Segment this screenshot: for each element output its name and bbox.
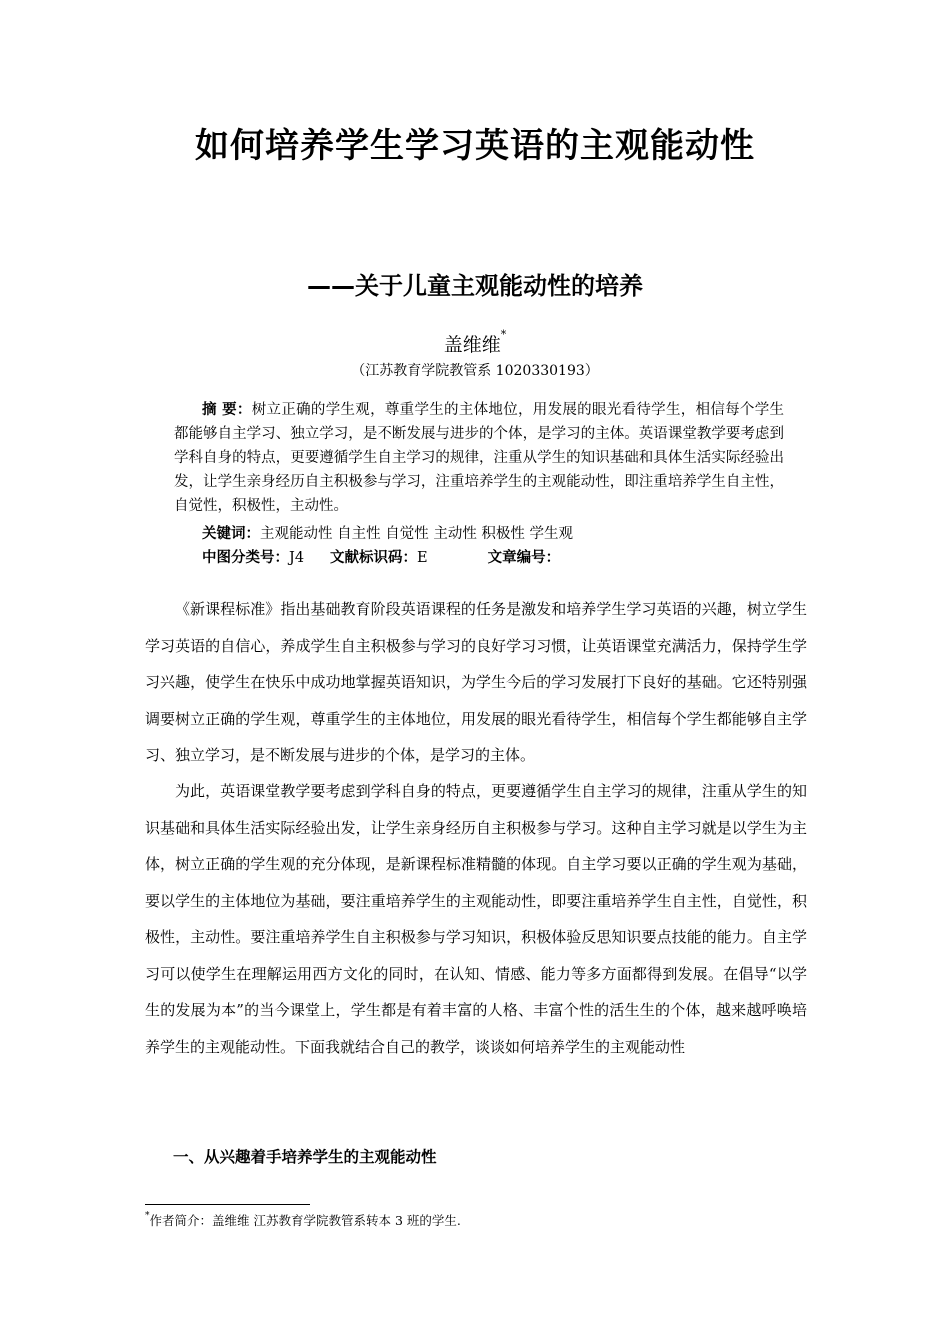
keywords-label: 关键词： (202, 526, 260, 542)
doc-code-value: E (417, 550, 428, 566)
footnote-text: 作者简介：盖维维 江苏教育学院教管系转本 3 班的学生. (149, 1213, 461, 1228)
paper-subtitle: ——关于儿童主观能动性的培养 (307, 272, 643, 300)
author-footnote-mark: * (500, 328, 507, 341)
footnote (145, 1211, 461, 1229)
article-number-label: 文章编号： (487, 550, 561, 566)
author-line (0, 330, 950, 357)
footnote-separator (145, 1204, 310, 1205)
keywords-text: 主观能动性 自主性 自觉性 主动性 积极性 学生观 (260, 526, 574, 542)
body-paragraph-2: 为此，英语课堂教学要考虑到学科自身的特点，更要遵循学生自主学习的规律，注重从学生的知识基础和具体生活实际经验出发，让学生亲身经历自主积极参与学习。这种自主学习就是以学生为主体，树立正确的学生观的充分体现，是新课程标准精髓的体现。自主学习要以正确的学生观为基础，要以学生的主体地位为基础，要注重培养学生的主观能动性，即要注重培养学生自主性，自觉性，积极性，主动性。要注重培养学生自主积极参与学习知识，积极体验反思知识要点技能的能力。自主学习可以使学生在理解运用西方文化的同时，在认知、情感、能力等多方面都得到发展。在倡导“以学生的发展为本”的当今课堂上，学生都是有着丰富的人格、丰富个性的活生生的个体，越来越呼唤培养学生的主观能动性。下面我就结合自己的教学，谈谈如何培养学生的主观能动性 (145, 782, 807, 1056)
clc-value: J4 (289, 550, 305, 566)
doc-code-label: 文献标识码： (330, 550, 418, 566)
author-affiliation: （江苏教育学院教管系 1020330193） (351, 363, 599, 379)
footnote-mark: * (145, 1211, 150, 1221)
abstract-text: 树立正确的学生观，尊重学生的主体地位，用发展的眼光看待学生，相信每个学生都能够自主学习、独立学习，是不断发展与进步的个体，是学习的主体。英语课堂教学要考虑到学科自身的特点，更要遵循学生自主学习的规律，注重从学生的知识基础和具体生活实际经验出发，让学生亲身经历自主积极参与学习，注重培养学生的主观能动性，即注重培养学生自主性，自觉性，积极性，主动性。 (174, 402, 784, 514)
clc-label: 中图分类号： (202, 550, 289, 566)
abstract-label: 摘 要： (202, 402, 252, 418)
keywords-line (202, 522, 573, 543)
section-heading-1: 一、从兴趣着手培养学生的主观能动性 (173, 1148, 437, 1166)
author-name: 盖维维 (443, 334, 501, 356)
body-paragraph-1: 《新课程标准》指出基础教育阶段英语课程的任务是激发和培养学生学习英语的兴趣，树立学生学习英语的自信心，养成学生自主积极参与学习的良好学习习惯，让英语课堂充满活力，保持学生学习兴趣，使学生在快乐中成功地掌握英语知识，为学生今后的学习发展打下良好的基础。它还特别强调要树立正确的学生观，尊重学生的主体地位，用发展的眼光看待学生，相信每个学生都能够自主学习、独立学习，是不断发展与进步的个体，是学习的主体。 (145, 600, 807, 764)
classification-line (202, 546, 560, 567)
abstract (174, 398, 784, 518)
paper-title: 如何培养学生学习英语的主观能动性 (195, 126, 755, 166)
